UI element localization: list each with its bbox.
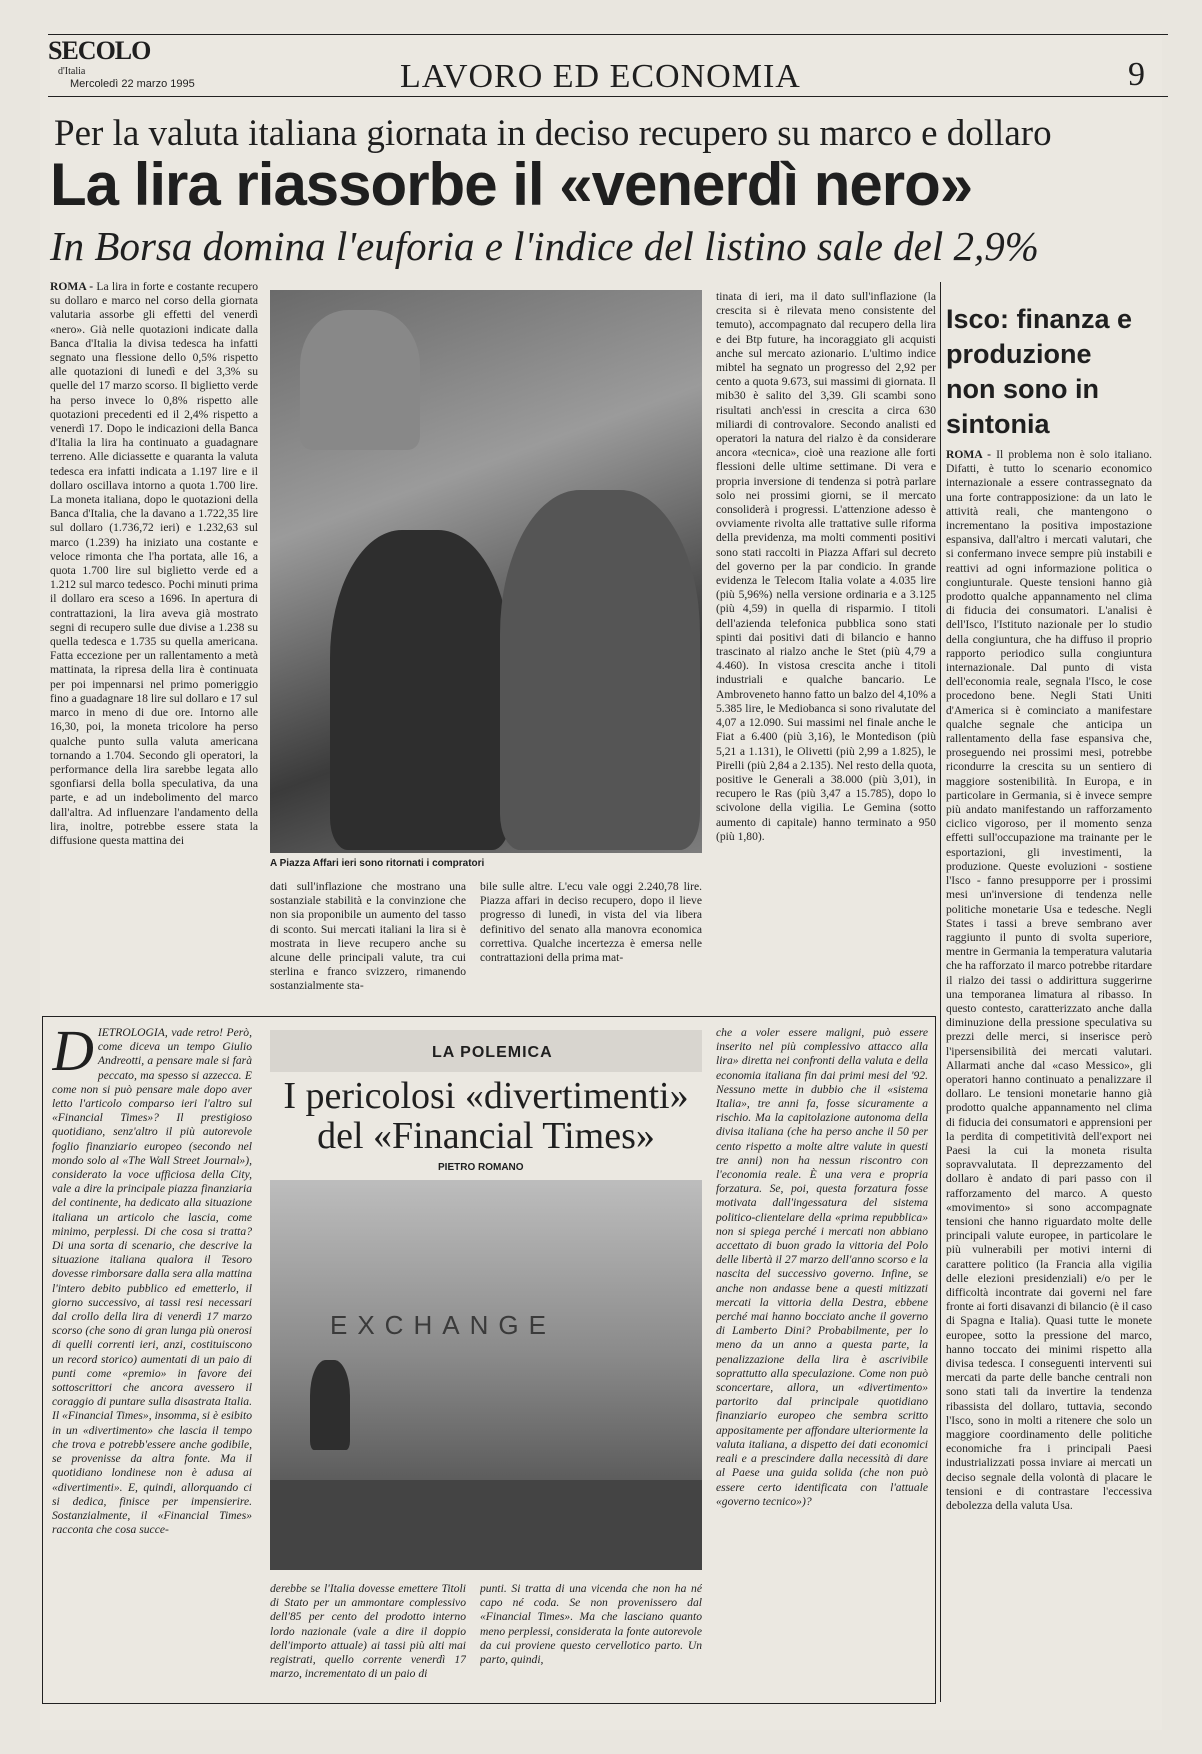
- photo-caption: A Piazza Affari ieri sono ritornati i compratori: [270, 858, 485, 869]
- polemica-column-1: [52, 1026, 252, 1696]
- page-number: 9: [1128, 56, 1145, 93]
- polemica-column-4: che a voler essere maligni, può essere inserito nel più complessivo attacco alla lira» diretta nei confronti della valuta e della economia italiana fin dai primi mesi del '92. Nessuno mette in dubbio che il «sistema Italia», tre anni fa, fosse sicuramente a rischio. Ma la capitolazione autonoma della divisa italiana (che ha perso anche il 50 per cento rispetto a molte altre valute in questi tre anni) non ha nessun riscontro con l'economia reale. È una vera e propria forzatura. Se, poi, questa forzatura fosse motivata dall'ingessatura del sistema politico-clientelare della «prima repubblica» non si spiega perché i mercati non abbiano accettato di buon grado la vittoria del Polo delle libertà il 27 marzo dell'anno scorso e la nascita del successivo governo. Infine, se anche non andasse bene a questi mitizzati mercati la vittoria della Destra, ebbene perché mai hanno bocciato anche il governo di Lamberto Dini? Probabilmente, per lo meno da un anno a questa parte, la penalizzazione della lira è ascrivibile soprattutto alla speculazione. Come non può sconcertare, allora, un «divertimento» partorito dal principale quotidiano finanziario europeo che sembra scritto appositamente per affondare ulteriormente la valuta italiana, a dispetto dei dati economici reali e a prescindere dalla necessità di dare al Paese una guida solida (che non può essere certo identificata con l'attuale «governo tecnico»)?: [716, 1026, 928, 1508]
- masthead-subtitle: d'Italia: [58, 66, 86, 77]
- polemica-text: IETROLOGIA, vade retro! Però, come diceva un tempo Giulio Andreotti, a pensare male si farà peccato, ma spesso si azzecca. E come non si può pensare male dopo aver letto l'articolo comparso ieri l'altro sul «Financial Times»? Il prestigioso quotidiano, senz'altro il più autorevole foglio finanziario europeo (secondo nel mondo solo al «The Wall Street Journal»), considerato la voce ufficiosa della City, vale a dire la principale piazza finanziaria del continente, ha dedicato alla situazione italiana un articolo che lascia, come minimo, perplessi. Di che cosa si tratta? Di una sorta di scenario, che descrive la situazione italiana qualora il Tesoro dovesse rimborsare dalla sera alla mattina l'intero debito pubblico ed emetterlo, il giorno successivo, ai tassi resi necessari dal crollo della lira di venerdì 17 marzo scorso (che sono di gran lunga più onerosi di quelli correnti ieri, anzi, costituiscono un record storico) aumentati di un paio di punti come «premio» in favore dei sottoscrittori che ancora avessero il coraggio di puntare sulla disastrata Italia. Il «Financial Times», insomma, si è esibito in un «divertimento» che lascia il tempo che trova e potrebb'essere anche godibile, se provenisse da altra fonte. Ma il quotidiano londinese non è adusa ai «divertimenti». E, quindi, allorquando ci si dedica, finisce per impensierire. Sostanzialmente, il «Financial Times» racconta che cosa succe-: [52, 1026, 252, 1537]
- exchange-photo: [270, 1180, 702, 1570]
- polemica-column-2: derebbe se l'Italia dovesse emettere Titoli di Stato per un ammontare complessivo dell'85 per cento del prodotto interno lordo nazionale (vale a dire il doppio dell'importo attuale) ai tassi più alti mai registrati, quello corrente venerdì 17 marzo, incrementato di un paio di: [270, 1582, 466, 1681]
- article-column-3: bile sulle altre. L'ecu vale oggi 2.240,78 lire. Piazza affari in deciso recupero, dopo il lieve progresso di lunedì, in vista del via libera definitivo del senato alla manovra economica correttiva. Qualche incertezza è emersa nelle contrattazioni della prima mat-: [480, 880, 702, 965]
- polemica-label: LA POLEMICA: [432, 1044, 553, 1061]
- polemica-title: [270, 1076, 702, 1156]
- polemica-byline: PIETRO ROMANO: [438, 1162, 524, 1173]
- article-column-1: [50, 280, 258, 1002]
- sidebar-body: Il problema non è solo italiano. Difatti, è tutto lo scenario economico internazionale a essere contrassegnato da una forte contrapposizione: da un lato le attività reali, che mantengono o incrementano la positiva impostazione espansiva, dall'altro i mercati valutari, che si confermano invece sempre più instabili e reattivi ad ogni informazione politica o congiunturale. Queste tensioni hanno già prodotto qualche appannamento nel clima di fiducia dei consumatori. L'analisi è dell'Isco, l'Istituto nazionale per lo studio della congiuntura, che ha diffuso il proprio rapporto periodico sulla congiuntura internazionale. Dal punto di vista dell'economia reale, segnala l'Isco, le cose procedono bene. Negli Stati Uniti d'America si è cominciato a manifestare qualche segnale che anticipa un rallentamento della fase espansiva che, proseguendo nei prossimi mesi, potrebbe ricondurre la crescita su un sentiero di maggiore sostenibilità. In Europa, e in particolare in Germania, si è invece sempre più andato manifestando un rafforzamento ciclico vigoroso, per il momento senza effetti sull'occupazione ma trainante per le esportazioni, gli investimenti, la produzione. Queste evoluzioni - sostiene l'Isco - fanno presupporre per i prossimi mesi un'inversione di tendenza nelle politiche monetarie Usa e tedesche. Negli States i tassi a breve sembrano aver raggiunto il punto di svolta superiore, mentre in Germania la temperatura valutaria che ha rafforzato il marco potrebbe ritardare il rialzo dei tassi o addirittura suggerirne una temporanea limatura al ribasso. In questo contesto, caratterizzato anche dalla diminuzione della pressione speculativa su prezzi delle merci, si inserisce però l'ipersensibilità dei mercati valutari. Allarmati anche dal «caso Messico», gli operatori hanno continuato a penalizzare il dollaro. Le tensioni monetarie hanno già prodotto qualche appannamento nel clima di fiducia dei consumatori e apprensioni per la perdita di competitività dell'export nei Paesi la cui la moneta risulta sopravvalutata. Il deprezzamento del dollaro è andato di pari passo con il rafforzamento del marco. A questo «movimento» si sono accompagnate tensioni che hanno riguardato molte delle principali valute europee, in particolare le più vulnerabili per motivi interni di carattere politico (la Francia alla vigilia delle elezioni presidenziali) e/o per le difficoltà incontrate dai governi nel fare fronte ai forti disavanzi di bilancio (è il caso di Spagna e Italia). Quasi tutte le monete europee, sotto la pressione del marco, hanno toccato dei minimi rispetto alla divisa tedesca. I conseguenti interventi sui mercati da parte delle banche centrali non sono stati tali da invertire la tendenza ribassista del dollaro, tuttavia, secondo l'Isco, sono in molti a ritenere che solo un maggiore coordinamento delle politiche economiche fra i principali Paesi industrializzati possa inviare ai mercati un deciso segnale della volontà di placare le tensioni e di contrastare l'eccessiva debolezza della valuta Usa.: [946, 448, 1152, 1513]
- polemica-title-line-1: I pericolosi «divertimenti»: [283, 1075, 689, 1117]
- polemica-title-line-2: del «Financial Times»: [317, 1115, 655, 1157]
- kicker: Per la valuta italiana giornata in deciso recupero su marco e dollaro: [54, 113, 1052, 154]
- article-text: La lira in forte e costante recupero su dollaro e marco nel corso della giornata valutaria assorbe gli effetti del venerdì «nero». Già nelle quotazioni indicate dalla Banca d'Italia la divisa tedesca ha infatti segnato una flessione dello 0,5% rispetto alle quotazioni di lunedì e del 3,3% su quelle del 17 marzo scorso. Il biglietto verde ha perso invece lo 0,8% rispetto alle quotazioni precedenti ed il 2,4% rispetto a venerdì 17. Dopo le indicazioni della Banca d'Italia la lira ha continuato a guadagnare terreno. Alle diciassette e quaranta la valuta tedesca era infatti indicata a 1.197 lire e il dollaro oscillava intorno a quota 1.700 lire. La moneta italiana, dopo le quotazioni della Banca d'Italia, che la davano a 1.722,35 lire sul dollaro (1.736,72 ieri) e 1.232,63 sul marco (1.239) ha iniziato una costante e veloce rimonta che l'ha portata, alle 16, a quota 1.700 lire sul biglietto verde ed a 1.212 sul marco tedesco. Pochi minuti prima il dollaro era sceso a 1696. In apertura di contrattazioni, la lira aveva già mostrato segni di recupero sulle due divise a 1.238 su quella tedesca e 1.735 su quella americana. Fatta eccezione per un rallentamento a metà mattinata, la ripresa della lira è continuata per poi impennarsi nel primo pomeriggio fino a guadagnare 18 lire sul dollaro e 17 sul marco in meno di due ore. Intorno alle 16,30, poi, la moneta tricolore ha perso qualche punto sulla valuta americana tornando a 1.704. Secondo gli operatori, la performance della lira sarebbe legata allo sgonfiarsi della bolla speculativa, da una parte, e ad un indebolimento del marco dall'altra. Ad influenzare l'andamento della lira, inoltre, potrebbe essere stata la diffusione questa mattina dei: [50, 280, 258, 847]
- issue-date: Mercoledì 22 marzo 1995: [70, 78, 195, 90]
- article-column-2: dati sull'inflazione che mostrano una sostanziale stabilità e la convinzione che non sia proponibile un aumento del tasso di sconto. Sui mercati italiani la lira si è mostrata in lieve recupero anche su alcune delle principali valute, tra cui sterlina e franco svizzero, rimanendo sostanzialmente sta-: [270, 880, 466, 993]
- main-headline: La lira riassorbe il «venerdì nero»: [50, 151, 973, 218]
- sidebar-text: [946, 448, 1152, 1710]
- dateline: ROMA -: [50, 280, 94, 293]
- article-photo: [270, 290, 702, 853]
- drop-cap: D: [52, 1026, 94, 1083]
- polemica-column-3: punti. Si tratta di una vicenda che non ha né capo né coda. Se non provenissero dal «Financial Times». Ma che lasciano quanto meno perplessi, considerata la fonte autorevole da cui proviene questo cervellotico parto. Un parto, quindi,: [480, 1582, 702, 1667]
- section-title: LAVORO ED ECONOMIA: [400, 58, 801, 95]
- sidebar-dateline: ROMA -: [946, 448, 992, 461]
- masthead-logo: SECOLO: [48, 36, 151, 65]
- exchange-sign: EXCHANGE: [330, 1310, 556, 1340]
- subheadline: In Borsa domina l'euforia e l'indice del listino sale del 2,9%: [50, 223, 1039, 269]
- sidebar-headline: Isco: finanza e produzione non sono in sintonia: [946, 304, 1133, 439]
- article-column-4: tinata di ieri, ma il dato sull'inflazione (la crescita si è rilevata meno consistente del temuto), accompagnato dal recupero della lira e dei Btp future, ha incoraggiato gli acquisti anche sul mercato azionario. L'ultimo indice mibtel ha segnato un progresso del 2,92 per cento a quota 9.673, sui massimi di giornata. Il mib30 è salito del 3,39. Gli scambi sono risultati anch'essi in crescita a circa 630 miliardi di controvalore. Secondo analisti ed operatori la natura del rialzo è da considerare ancora «tecnica», cioè una reazione alle forti flessioni delle ultime settimane. Di vera e propria inversione di tendenza si potrà parlare solo nei prossimi giorni, se il mercato consoliderà i progressi. L'attenzione adesso è ovviamente rivolta alle trattative sulle riforma della previdenza, ma molti commenti positivi sono stati raccolti in Piazza Affari sul decreto del governo per la par condicio. In grande evidenza le Telecom Italia volate a 4.035 lire (più 5,96%) nella versione ordinaria e a 3.125 (più 4,59) in quella di risparmio. I titoli dell'azienda telefonica pubblica sono stati spinti dai positivi dati di bilancio e hanno trascinato al rialzo anche le Stet (più 4,79 a 4.460). In vistosa crescita anche i titoli industriali e qualche bancario. Le Ambroveneto hanno fatto un balzo del 4,10% a 5.385 lire, le Mediobanca si sono rivalutate del 4,07 a 12.090. Sui massimi nel finale anche le Fiat a 6.400 (più 3,16), le Montedison (più 5,21 a 1.131), le Olivetti (più 2,99 a 1.825), le Pirelli (più 2,84 a 2.135). Nel resto della quota, positive le Generali a 38.000 (più 3,01), in recupero le Ras (più 3,47 a 15.785), dopo lo scivolone della vigilia. Le Gemina (sotto aumento di capitale) hanno terminato a 950 (più 1,80).: [716, 290, 936, 843]
